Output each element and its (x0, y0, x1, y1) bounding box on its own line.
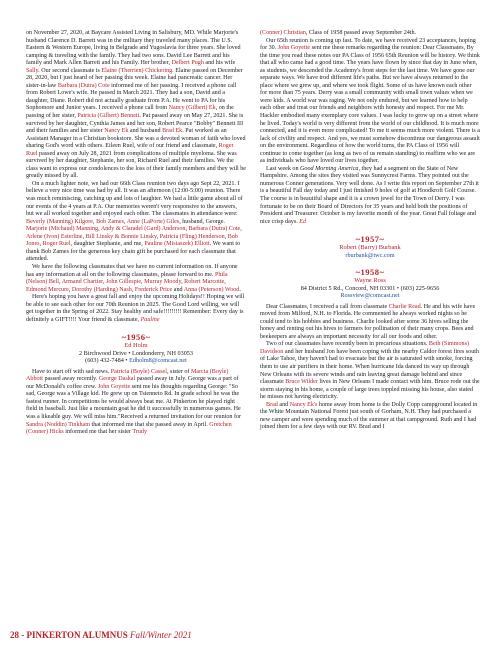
text-run: and husband (128, 128, 163, 135)
page-number: 28 - (10, 630, 25, 640)
signature-name: Pauline (140, 316, 160, 323)
right-column (260, 30, 480, 437)
text-run: . We want to thank Bob Zames for the generous key chain gift he purchased for each classmate that attended. (26, 241, 241, 263)
classmate-name: Beverly (Manning) Kilgore (26, 218, 94, 225)
text-run: informed me of her passing. I received a phone call from Robert Lowe's wife. He passed in March 2021. They had a son, David and a daughter, Diane. Robert did not actually graduate from P.A. He went to PA for his Sophomore and Junior years. I received a phone call from (26, 82, 237, 112)
text-run: , (68, 286, 72, 293)
paragraph (26, 369, 246, 437)
classmate-name: Patricia (Fling) Henderson (159, 233, 225, 240)
classmate-name: Bill Linsky & Bonnie Linsky (85, 233, 157, 240)
text-run: home away from home is the Dolly Copp campground located in the White Mountain National Forest just south of Gorham, N.H. They had purchased a new camper and were spending much of the summer at that campground. Ruth and I had joined them for a few days with our RV. Brad and I (260, 401, 478, 431)
text-run: , (98, 226, 101, 233)
classmate-name: Brad Ek (162, 128, 183, 135)
correspondent-email-link[interactable]: rburbank@twc.com (345, 251, 395, 259)
text-run: . Our second classmate is (38, 67, 102, 74)
paragraph (260, 402, 480, 432)
paragraph (260, 30, 480, 38)
correspondent-contact (260, 292, 480, 299)
classmate-name: John Goyette (277, 45, 311, 52)
classmate-name: Anna (Peterson) Wood (183, 286, 240, 293)
text-run: , they had a segment on the State of New Hampshire. Among the sites they visited was Sunnycrest Farms. They pointed out the numerous Conner generations. Very well done. As I write this report on September 27th it is a beautiful Fall day today and I just finished 9 holes of golf at Hoodkroft Golf Course. The course is in beautiful shape and it is a crown jewel for the Town of Derry. I was fortunate to be on their Board of Directors for 35 years and held both the positions of President and Treasurer. October is my favorite month of the year. Great Fall foliage and nice crisp days. (260, 165, 479, 225)
classmate-name: Murray Moody (144, 279, 182, 286)
classmate-name: Roger Ruel (42, 241, 71, 248)
classmate-name: Patricia (Boyle) Cassel (110, 368, 167, 375)
text-run: and (172, 286, 184, 293)
paragraph (260, 38, 480, 166)
paragraph (26, 264, 246, 294)
text-run: , Class of 1958 passed away September 24th. (305, 30, 417, 36)
classmate-name: Robert Marcotte (184, 279, 225, 286)
classmate-name: Frederick Price (134, 286, 173, 293)
text-run: sent me his thoughts regarding George: "So sad, George was a Village kid. He grew up on Tsienneto Rd. In grade school he was the fastest runner. In competitions he would always beat me. At Pinkerton he played right field in baseball. Just like a mountain goat he did it successfully in numerous games. He was a likeable guy. We will miss him."Received a returned invitation for our reunion for (26, 383, 242, 421)
text-run: , (181, 279, 185, 286)
classmate-name: Charlie Read (388, 303, 421, 310)
classmate-name: John Goyette (97, 383, 131, 390)
classmate-name: Barbara (Dutra) Cote (57, 82, 110, 89)
classmate-name: Nancy (Gilbert) Ek (168, 105, 216, 112)
text-run: , (124, 218, 127, 225)
classmate-name: John Gillespie (106, 279, 142, 286)
classmate-name: Nancy Ek's (289, 401, 318, 408)
classmate-name: Arlene (Ivon) Esterline (26, 233, 83, 240)
correspondent-address: 2 Birchwood Drive • Londonderry, NH 03053 (79, 349, 193, 357)
paragraph (260, 304, 480, 342)
classmate-name: Beth (Simmons) Davidson (260, 341, 469, 355)
text-run: , (224, 233, 228, 240)
text-run: and her husband Jon have been coping with the nearby Caldor forest fires south of Lake Tahoe, they haven't had to evacuate but the air is saturated with smoke, forcing them to use air purifiers in their home. When hurricane Ida danced its way up through New Orleans with its severe winds and rain leaving great damage behind and since classmate (260, 348, 479, 386)
classmate-name: Edmond Mercure (26, 286, 69, 293)
text-run: , husband, George. (179, 218, 225, 225)
class-1958-header (260, 267, 480, 299)
classmate-name: George Daskal (98, 376, 136, 383)
classmate-name: Sally (26, 67, 39, 74)
italic-title: Good Morning America (300, 165, 359, 172)
classmate-name: Bob Zames (96, 218, 124, 225)
text-run: On a much lighter note, we had our 66th Class reunion two days ago Sept 22, 2021. I believe a very nice time was had by all. It was an afternoon (12:00-5:00) reunion. There was much reminiscing, catching up and lots of laughter. We had a little game about all of our events of the 4 years at P.A. Our memories weren't very responsive to the answers, but we all worked together and enjoyed each other. The classmates in attendance were: (26, 180, 243, 218)
paragraph (260, 166, 480, 226)
classmate-name: Bruce Wilder (285, 379, 318, 386)
text-run: We have the following classmates that we have no current information on. If anyone has any information at all on the following classmates, please forward to me. (26, 263, 238, 278)
text-run: . He and his wife have moved from Milford, N.H. to Florida. He commented he always worked nights so he could tend to his hobbies and business. Charlie looked after some 36 hives selling the honey and renting out his hives to farmers for pollination of their many crops. Bees and beekeepers are always an important necessity for all our foods and other. (260, 303, 476, 340)
correspondent-email-link[interactable]: Rossview@comcast.net (340, 292, 400, 300)
correspondent-address: 84 District 5 Rd., Concord, NH 03301 • (603) 225-9656 (300, 284, 440, 292)
text-run: , (93, 218, 97, 225)
classmate-name: Gretchen (Conner) Hicks (26, 421, 232, 436)
class-year: ~1956~ (121, 332, 151, 343)
classmate-name: Patricia (Gilbert) Bennett (77, 113, 140, 120)
text-run: , on the passing of her sister, (26, 105, 234, 120)
text-run: lives in New Orleans I made contact with him. Bruce rode out the storm staying in his home, a couple of large trees toppled missing his house, also stated he misses not having electricity. (260, 379, 480, 401)
text-run: , daughter Stephanie, and me, (70, 241, 145, 248)
paragraph (26, 30, 246, 181)
publication-name: PINKERTON ALUMNUS (26, 630, 128, 640)
left-column (26, 30, 246, 437)
text-run: . Pat worked as an Assistant Manager in a Christian bookstore. She was a devoted woman of faith who loved sharing God's word with others. Eileen Ruel, wife of our friend and classmate, (26, 128, 246, 150)
text-run: Two of our classmates have recently been in precarious situations. (266, 341, 429, 348)
correspondent-phone: (603) 432-7484 • (85, 357, 130, 365)
classmate-name: Armand Chartier (61, 279, 103, 286)
paragraph (26, 181, 246, 264)
correspondent-contact (26, 357, 246, 364)
signature-name: Ed (299, 218, 307, 225)
text-run: , (156, 233, 160, 240)
text-run: , sister of (166, 368, 191, 375)
classmate-name: Marjorie (Michaud) Manning (26, 226, 99, 233)
classmate-name: Dorothy (Harding) Nash (71, 286, 132, 293)
text-run: passed away in July. George was a part of our McDonald's coffee crew. (26, 376, 239, 390)
text-run: . Elaine passed on December 28, 2020, but I just heard of her passing this week. Elaine had pancreatic cancer. Her sister-in-law (26, 67, 243, 89)
text-run: Dear Classmates, I received a call from classmate (266, 303, 389, 310)
text-run: on November 27, 2020, at Baycare Assisted Living in Salisbury, MD. While Marjorie's husband Clarence D. Barrett was in the military they traveled many places. The U.S. Eastern & Western Europe, living in Belgrade and Yugoslavia for three years. She loved camping & traveling with the family. They had two sons. David Lee Barrett and his family and Mark Allen Barrett and his Family. Her brother, (26, 30, 241, 67)
classmate-name: Phila (Nelson) Bell (26, 271, 228, 286)
classmate-name: Andy & Claradel (Gard) Anderson (100, 226, 186, 233)
text-run: , (131, 286, 135, 293)
text-run: . Pat passed away on May 27, 2021. She is survived by her daughter, Cynthia James and her son, Robert Pearce "Bobby" Bennett III and their families and her sister (26, 113, 244, 135)
correspondent-name: Robert (Barry) Burbank (339, 244, 401, 252)
text-run: , (224, 279, 226, 286)
classmate-name: Barbara (Dutra) Cote (188, 226, 241, 233)
text-run: and (277, 401, 290, 408)
text-run: and his wife (203, 60, 236, 67)
classmate-name: Brad (266, 401, 278, 408)
correspondent-name: Ed Holm (124, 342, 148, 350)
correspondent-name: Wayne Ross (354, 277, 386, 285)
class-year: ~1957~ (355, 234, 385, 245)
classmate-name: Nancy Ek (104, 128, 129, 135)
classmate-name: Bob Jones (26, 233, 238, 248)
text-run: Our 65th reunion is coming up fast. To date, we have received 23 acceptances, hoping for 30. (260, 37, 476, 52)
class-1957-header (260, 234, 480, 259)
classmate-name: Anne (LaPorte) Giles (126, 218, 180, 225)
paragraph (26, 294, 246, 324)
correspondent-contact (260, 252, 480, 259)
text-run: informed me that her sister (63, 429, 133, 436)
classmate-name: Elaine (Therrien) Chickering (101, 67, 173, 74)
classmate-name: Sandra (Noddin) Tinkham (26, 421, 90, 428)
text-run: , (59, 279, 62, 286)
classmate-name: Pauline (Misiaszek) Elliott (144, 241, 210, 248)
paragraph (260, 341, 480, 401)
class-year: ~1958~ (355, 267, 385, 278)
text-run: , (82, 233, 86, 240)
text-run: Last week on (266, 165, 301, 172)
text-run: , (185, 226, 189, 233)
issue-date: Fall/Winter 2021 (130, 630, 192, 640)
text-run: Have to start off with sad news. (32, 368, 111, 375)
classmate-name: Marcia (Boyle) Abbott (26, 368, 229, 383)
text-run: sent me these remarks regarding the reunion: Dear Classmates, By the time you read these notes our PA Class of 1956 65th Reunion will be history. We think that all who came had a good time. The years have flown by since that day in June when, as students, we descended the Academy's front steps for the last time. We have gone our separate ways. We have trod different life's paths. But we have always returned to the place where we grew up, and where we took flight. Some of us have known each other for more than 75 years. Derry was a small community with small town values when we were kids. A world war was raging. We not only endured, but we learned how to help each other and treat our friends and neighbors with honesty and respect. For me Mr. Hackler embodied many exemplary core values. I was lucky to grow up on a street where he lived. Today's world is very different from the world of our childhood. It is much more connected, and it is even more complicated! To me it seems much more violent. There is a lack of civility and respect. And yes, we must somehow discontinue our dangerous assault on the environment. Regardless of how the world turns, the PA Class of 1956 will continue to come together (as long as two of us remain standing) to reaffirm who we are as individuals who have loved our lives together. (260, 45, 481, 165)
classmate-name: Trudy (132, 429, 148, 436)
text-run: passed away on July 28, 2021 from complications of multiple myeloma. She was survived by her daughter, Stephanie, her son, Richard Ruel and their families. We the class want to express our condolences to the loss of their family members and they will be greatly missed by all. (26, 150, 246, 180)
text-run: , (102, 279, 106, 286)
text-run: , (39, 241, 43, 248)
text-run: passed away recently. (42, 376, 99, 383)
text-run: Here's hoping you have a great fall and enjoy the upcoming Holidays!! Hoping we will be able to see each other for our 70th Reunion in 2025. The Good Lord willing, we will get together in the Spring of 2022. Stay healthy and safe!!!!!!!!! Remember: Every day is definitely a GIFT!!!! Your friend & classmate, (26, 294, 245, 323)
text-run: , (141, 279, 145, 286)
text-run: that informed me that she passed away in April. (89, 421, 210, 428)
correspondent-email-link[interactable]: Edholm8@comcast.net (129, 357, 187, 365)
columns (26, 30, 480, 437)
classmate-name: Delbert Pugh (171, 60, 204, 67)
classmate-name: Roger Ruel (26, 143, 234, 157)
page-footer (10, 630, 192, 641)
text-run: , (240, 226, 242, 233)
text-run: . (239, 286, 241, 293)
class-1956-header (26, 332, 246, 364)
classmate-name: (Conner) Christian (260, 30, 306, 36)
